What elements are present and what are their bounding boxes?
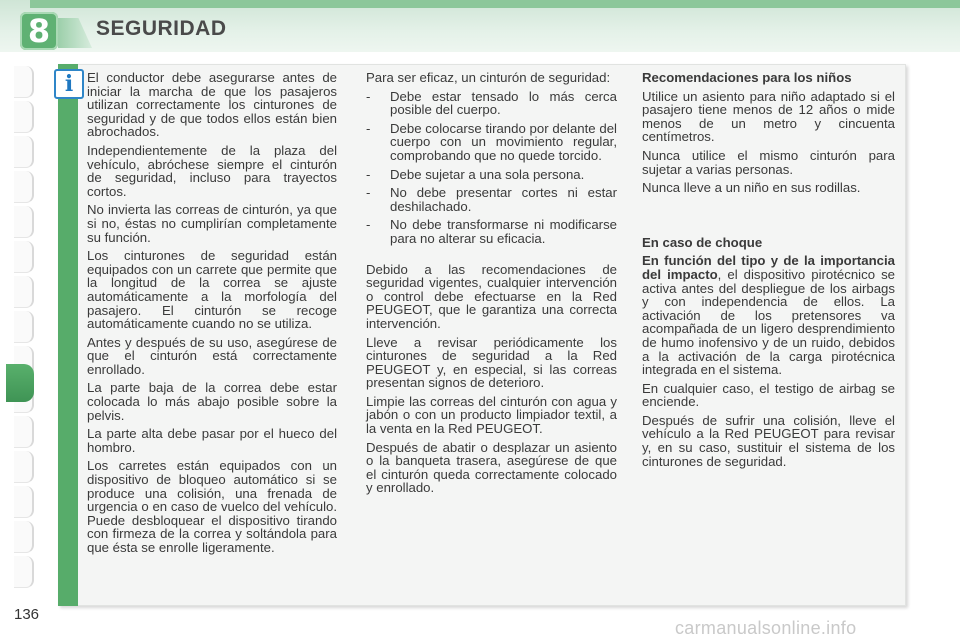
crash-lead-text: , el dispositivo pirotécnico se activa antes del despliegue de los airbags y con independencia de ellos. La activación de los pretensores va acompañada de un ligero desprendimiento de humo inofensivo y de un ruido, debidos a la activación de la carga pirotécnica integrada en el sistema. [642,266,896,378]
paragraph: Utilice un asiento para niño adaptado si el pasajero tiene menos de 12 años o mide menos de un metro y cincuenta centímetros. [642,88,895,145]
thumb-tab[interactable] [14,311,34,343]
list-item: - No debe presentar cortes ni estar deshilachado. [366,186,617,213]
thumb-tab[interactable] [14,101,34,133]
thumb-tab[interactable] [14,171,34,203]
watermark: carmanualsonline.info [675,618,857,638]
paragraph: Los carretes están equipados con un dispositivo de bloqueo automático si se produce una colisión, una frenada de urgencia o en caso de vuelco del vehículo. Puede desbloquear el dispositivo tirando con firmeza de la correa y soltándola para que ésta se enrolle ligeramente. [87,458,337,555]
column-2 [366,71,617,500]
crash-lead-paragraph [642,254,895,376]
thumb-tab[interactable] [14,486,34,518]
paragraph: Nunca lleve a un niño en sus rodillas. [642,180,861,196]
thumb-tab[interactable] [14,556,34,588]
crash-lead-bold: En función del tipo y de la importancia del impacto [642,253,895,282]
section-title: SEGURIDAD [96,17,227,40]
spacer [366,251,617,263]
paragraph: Lleve a revisar periódicamente los cinturones de seguridad a la Red PEUGEOT y, en especial, si las correas presentan signos de deterioro. [366,334,617,391]
paragraph: La parte baja de la correa debe estar colocada lo más abajo posible sobre la pelvis. [87,380,337,423]
column-1 [87,71,337,560]
chapter-thumb-tabs [14,66,34,591]
requirements-list [366,90,617,246]
paragraph: Independientemente de la plaza del vehículo, abróchese siempre el cinturón de seguridad, incluso para trayectos cortos. [87,142,337,199]
paragraph: El conductor debe asegurarse antes de iniciar la marcha de que los pasajeros utilizan correctamente los cinturones de seguridad y de que todos ellos están bien abrochados. [87,70,337,140]
children-heading: Recomendaciones para los niños [642,70,852,85]
panel-accent-strip [58,64,78,606]
header-top-stripe [30,0,960,8]
thumb-tab[interactable] [14,416,34,448]
paragraph: Después de sufrir una colisión, lleve el vehículo a la Red PEUGEOT para revisar y, en su caso, sustituir el sistema de los cinturones de seguridad. [642,412,895,469]
chapter-number-badge: 8 [20,12,58,50]
thumb-tab[interactable] [14,521,34,553]
paragraph: La parte alta debe pasar por el hueco del hombro. [87,426,337,455]
spacer [642,200,895,236]
paragraph: Después de abatir o desplazar un asiento o la banqueta trasera, asegúrese de que el cinturón queda correctamente colocado y enrollado. [366,439,617,496]
paragraph: En cualquier caso, el testigo de airbag se enciende. [642,380,895,410]
thumb-tab[interactable] [14,451,34,483]
thumb-tab[interactable] [14,136,34,168]
list-item: - Debe estar tensado lo más cerca posible del cuerpo. [366,90,617,117]
thumb-tab[interactable] [14,276,34,308]
paragraph: Los cinturones de seguridad están equipados con un carrete que permite que la longitud de la correa se ajuste automáticamente a la morfología del pasajero. El cinturón se recoge automáticamente cuando no se utiliza. [87,248,337,332]
info-icon: i [54,69,84,99]
active-chapter-tab[interactable] [6,364,34,402]
list-item: - Debe sujetar a una sola persona. [366,168,617,182]
paragraph: Antes y después de su uso, asegúrese de que el cinturón está correctamente enrollado. [87,334,337,377]
list-item: - No debe transformarse ni modificarse para no alterar su eficacia. [366,218,617,245]
paragraph: Debido a las recomendaciones de seguridad vigentes, cualquier intervención o control debe efectuarse en la Red PEUGEOT, que le garantiza una correcta intervención. [366,261,617,331]
list-item: - Debe colocarse tirando por delante del cuerpo con un movimiento regular, comprobando que no quede torcido. [366,122,617,163]
paragraph: Nunca utilice el mismo cinturón para sujetar a varias personas. [642,147,895,177]
paragraph: Limpie las correas del cinturón con agua y jabón o con un producto limpiador textil, a la venta en la Red PEUGEOT. [366,393,617,437]
page-number: 136 [14,606,40,623]
thumb-tab[interactable] [14,206,34,238]
crash-heading: En caso de choque [642,234,763,250]
intro-paragraph: Para ser eficaz, un cinturón de seguridad: [366,70,611,85]
column-3 [642,71,895,473]
paragraph: No invierta las correas de cinturón, ya que si no, éstas no cumplirían completamente su función. [87,202,337,245]
thumb-tab[interactable] [14,66,34,98]
thumb-tab[interactable] [14,241,34,273]
